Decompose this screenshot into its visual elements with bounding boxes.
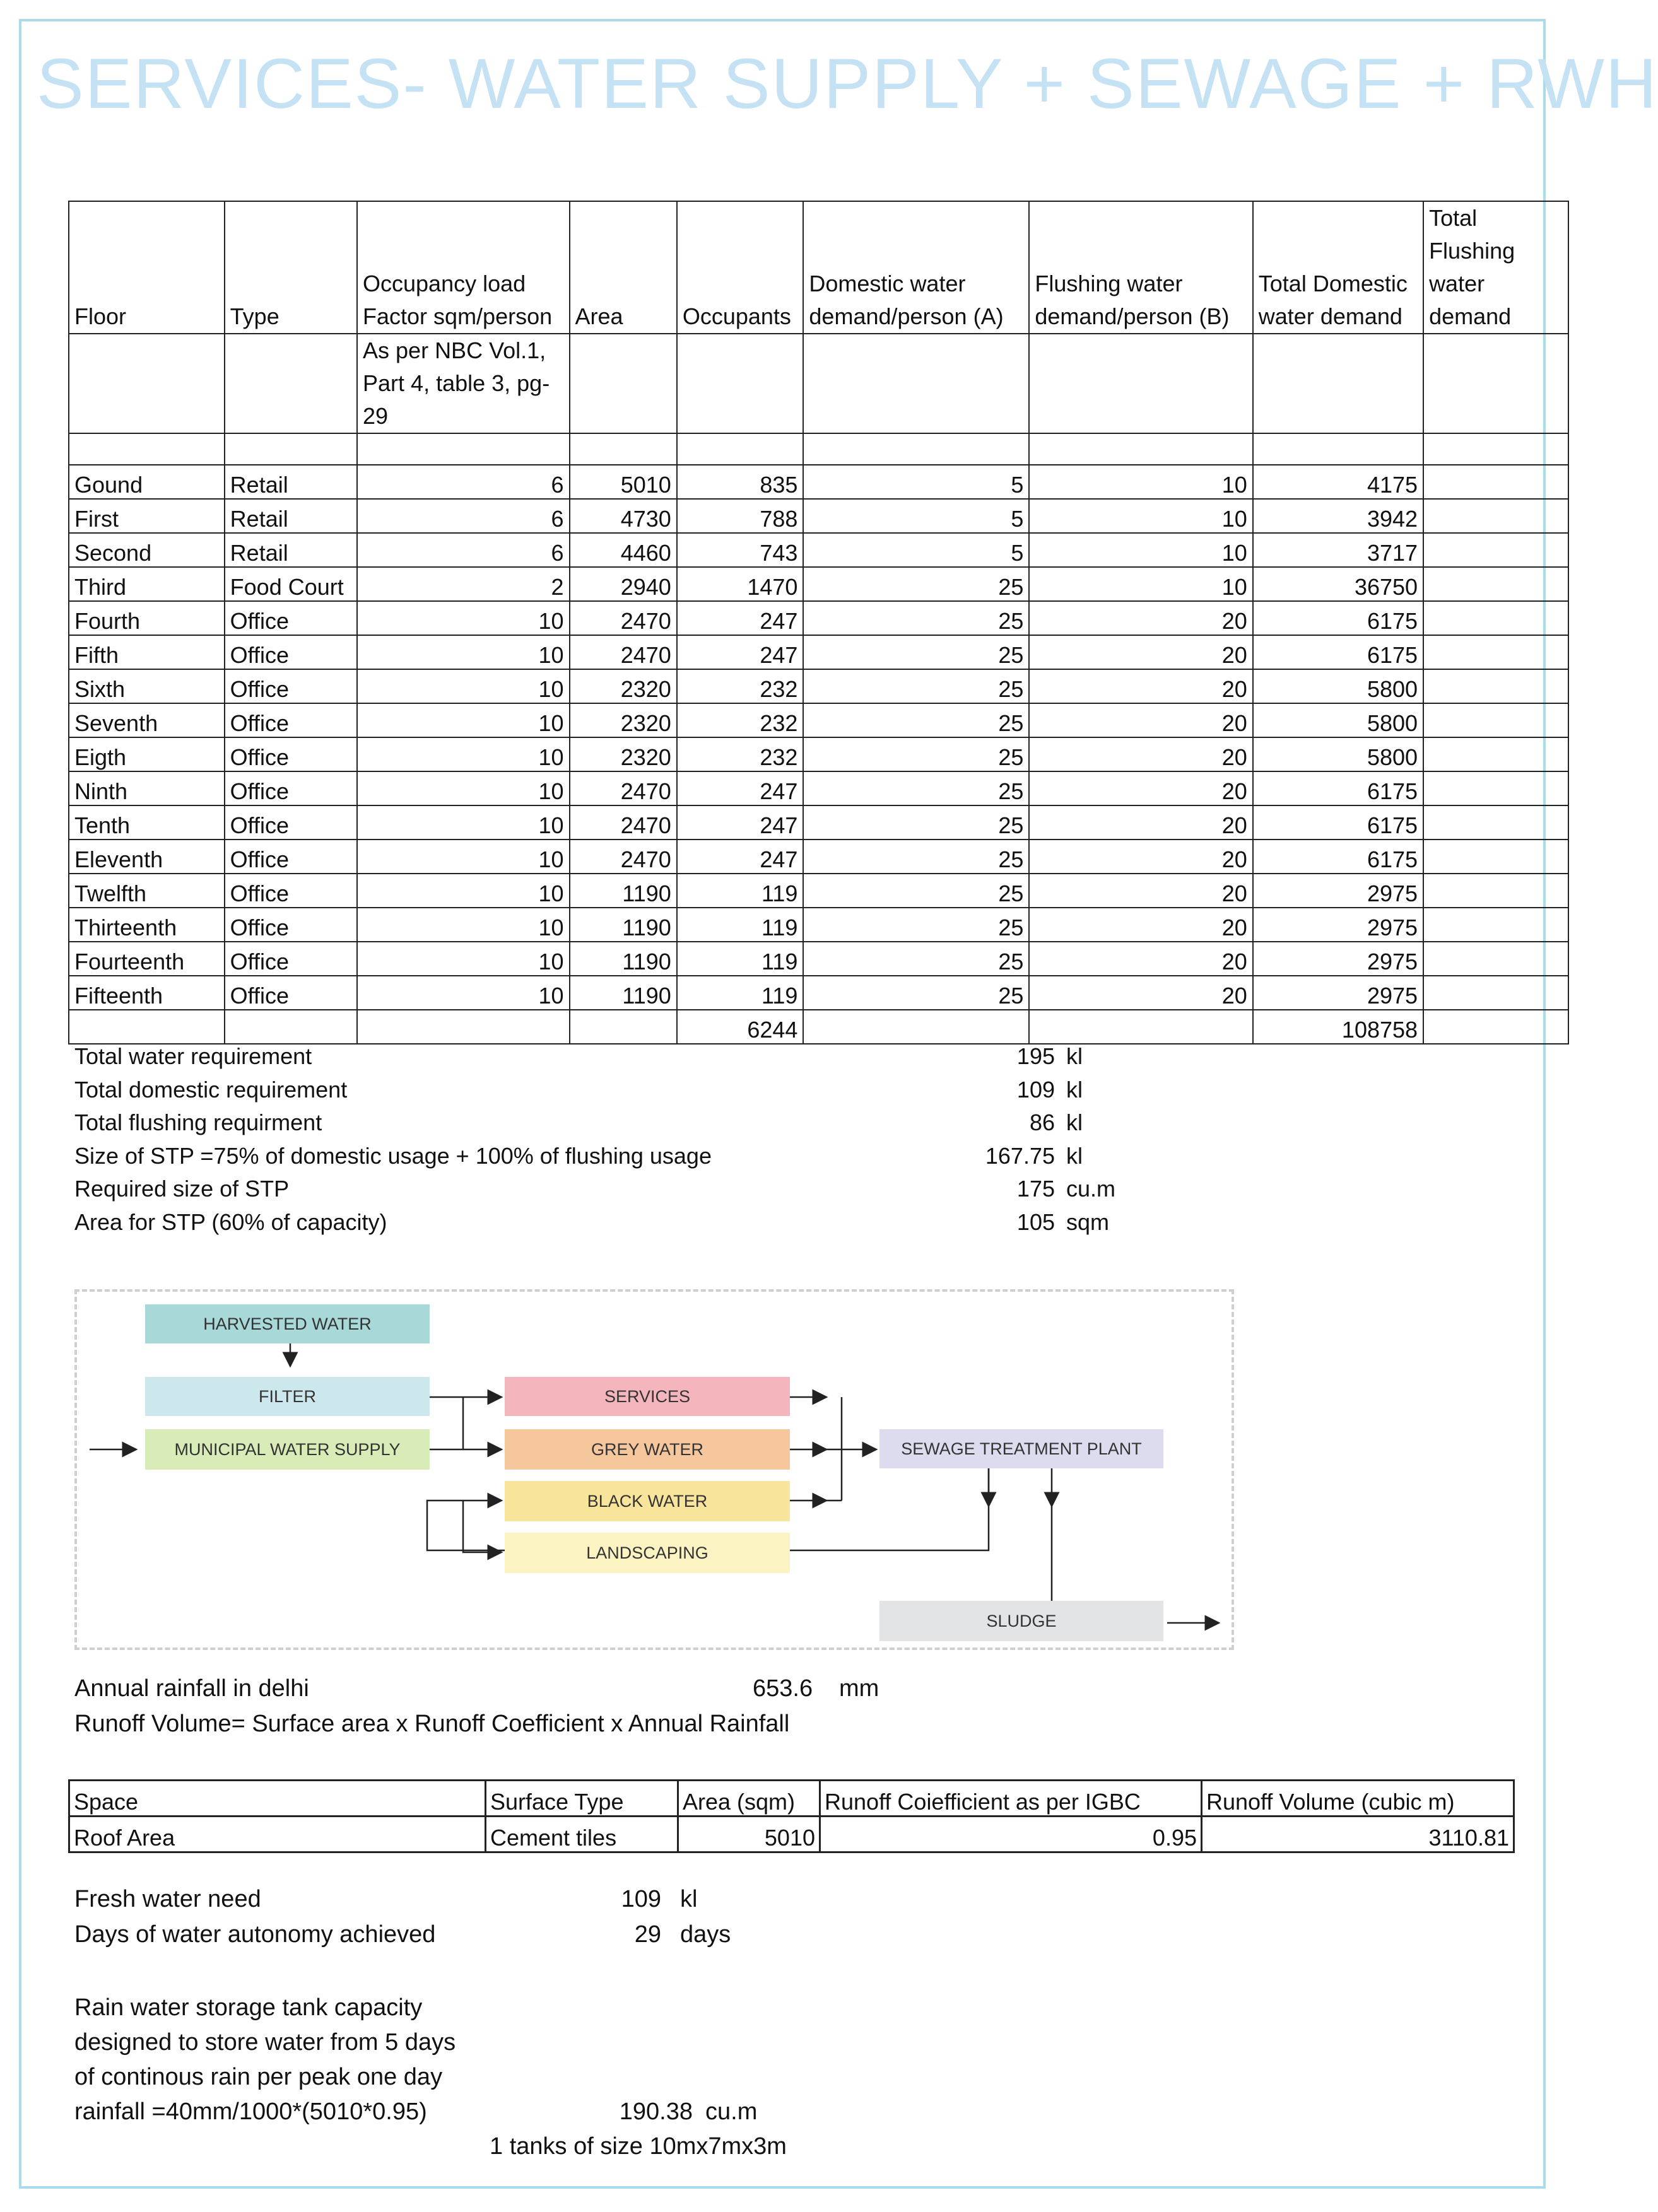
cell-domestic-per-person: 25 bbox=[803, 669, 1029, 703]
cell-occupants: 247 bbox=[677, 635, 804, 669]
cell-total-domestic: 6175 bbox=[1253, 771, 1423, 805]
header-floor: Floor bbox=[69, 201, 225, 334]
runoff-data-row bbox=[69, 1817, 1514, 1852]
runoff-surface: Cement tiles bbox=[486, 1817, 678, 1852]
table-row bbox=[69, 567, 1568, 601]
cell-total-flushing bbox=[1423, 601, 1568, 635]
cell-occupancy-factor: 10 bbox=[357, 703, 570, 737]
runoff-formula: Runoff Volume= Surface area x Runoff Coefficient x Annual Rainfall bbox=[74, 1711, 790, 1737]
cell-area: 1190 bbox=[570, 942, 677, 976]
summary-value: 175 bbox=[1016, 1176, 1055, 1202]
cell-total-domestic: 2975 bbox=[1253, 908, 1423, 942]
water-demand-table-viewport bbox=[68, 201, 1569, 1043]
header-occupancy-load: Occupancy load Factor sqm/person bbox=[357, 201, 570, 334]
cell-floor: Gound bbox=[69, 465, 225, 499]
table-row bbox=[69, 499, 1568, 533]
runoff-header-space: Space bbox=[69, 1781, 486, 1817]
cell-area: 2320 bbox=[570, 669, 677, 703]
cell-total-domestic: 36750 bbox=[1253, 567, 1423, 601]
cell-domestic-per-person: 5 bbox=[803, 465, 1029, 499]
fresh-unit: days bbox=[680, 1921, 731, 1948]
summary-label: Total domestic requirement bbox=[74, 1076, 348, 1103]
total-domestic-demand: 108758 bbox=[1253, 1010, 1423, 1044]
sludge-box: SLUDGE bbox=[879, 1601, 1163, 1641]
storage-value: 190.38 bbox=[619, 2098, 693, 2125]
cell-type: Office bbox=[225, 908, 357, 942]
cell-type: Office bbox=[225, 874, 357, 908]
cell-occupants: 119 bbox=[677, 908, 804, 942]
cell-total-domestic: 6175 bbox=[1253, 635, 1423, 669]
table-header-row bbox=[69, 201, 1568, 334]
cell-floor: Eleventh bbox=[69, 840, 225, 874]
cell-occupancy-factor: 6 bbox=[357, 465, 570, 499]
cell-floor: Tenth bbox=[69, 805, 225, 840]
cell-total-flushing bbox=[1423, 805, 1568, 840]
cell-type: Office bbox=[225, 737, 357, 771]
runoff-header-row bbox=[69, 1781, 1514, 1817]
cell-domestic-per-person: 5 bbox=[803, 533, 1029, 567]
header-total-flushing: Total Flushing water demand bbox=[1423, 201, 1568, 334]
cell-type: Office bbox=[225, 805, 357, 840]
cell-area: 4460 bbox=[570, 533, 677, 567]
cell-floor: Seventh bbox=[69, 703, 225, 737]
cell-area: 1190 bbox=[570, 908, 677, 942]
summary-label: Area for STP (60% of capacity) bbox=[74, 1208, 387, 1235]
header-flushing-demand: Flushing water demand/person (B) bbox=[1029, 201, 1252, 334]
cell-total-flushing bbox=[1423, 669, 1568, 703]
cell-occupants: 743 bbox=[677, 533, 804, 567]
cell-occupants: 835 bbox=[677, 465, 804, 499]
cell-flushing-per-person: 20 bbox=[1029, 601, 1252, 635]
cell-occupants: 119 bbox=[677, 976, 804, 1010]
runoff-header-area: Area (sqm) bbox=[678, 1781, 820, 1817]
summary-unit: kl bbox=[1066, 1142, 1083, 1169]
cell-total-domestic: 6175 bbox=[1253, 805, 1423, 840]
total-occupants: 6244 bbox=[677, 1010, 804, 1044]
header-type: Type bbox=[225, 201, 357, 334]
landscaping-box: LANDSCAPING bbox=[505, 1533, 790, 1573]
cell-domestic-per-person: 25 bbox=[803, 805, 1029, 840]
cell-domestic-per-person: 25 bbox=[803, 635, 1029, 669]
rainfall-section bbox=[74, 1675, 879, 1746]
cell-total-domestic: 3717 bbox=[1253, 533, 1423, 567]
storage-tank-section bbox=[74, 1991, 787, 2164]
cell-area: 2470 bbox=[570, 771, 677, 805]
table-row bbox=[69, 840, 1568, 874]
cell-total-flushing bbox=[1423, 874, 1568, 908]
cell-total-domestic: 3942 bbox=[1253, 499, 1423, 533]
cell-type: Office bbox=[225, 703, 357, 737]
cell-occupancy-factor: 10 bbox=[357, 908, 570, 942]
cell-occupancy-factor: 6 bbox=[357, 499, 570, 533]
cell-occupants: 1470 bbox=[677, 567, 804, 601]
summary-label: Size of STP =75% of domestic usage + 100% of flushing usage bbox=[74, 1142, 712, 1169]
flow-connectors bbox=[77, 1292, 1237, 1653]
filter-box: FILTER bbox=[145, 1377, 430, 1416]
cell-flushing-per-person: 20 bbox=[1029, 805, 1252, 840]
cell-occupants: 247 bbox=[677, 771, 804, 805]
cell-total-flushing bbox=[1423, 908, 1568, 942]
cell-area: 2470 bbox=[570, 635, 677, 669]
nbc-reference-note: As per NBC Vol.1, Part 4, table 3, pg-29 bbox=[357, 334, 570, 433]
cell-occupancy-factor: 10 bbox=[357, 669, 570, 703]
cell-occupants: 247 bbox=[677, 840, 804, 874]
cell-occupancy-factor: 10 bbox=[357, 874, 570, 908]
cell-occupants: 232 bbox=[677, 669, 804, 703]
cell-total-flushing bbox=[1423, 635, 1568, 669]
cell-area: 2320 bbox=[570, 737, 677, 771]
runoff-header-coefficient: Runoff Coiefficient as per IGBC bbox=[820, 1781, 1202, 1817]
cell-floor: Fifteenth bbox=[69, 976, 225, 1010]
cell-type: Retail bbox=[225, 533, 357, 567]
summary-value: 86 bbox=[1029, 1109, 1055, 1135]
tank-size: 1 tanks of size 10mx7mx3m bbox=[490, 2133, 787, 2160]
cell-flushing-per-person: 10 bbox=[1029, 533, 1252, 567]
cell-total-domestic: 2975 bbox=[1253, 976, 1423, 1010]
cell-type: Office bbox=[225, 840, 357, 874]
cell-total-domestic: 2975 bbox=[1253, 874, 1423, 908]
cell-total-domestic: 5800 bbox=[1253, 703, 1423, 737]
cell-domestic-per-person: 25 bbox=[803, 874, 1029, 908]
runoff-header-volume: Runoff Volume (cubic m) bbox=[1202, 1781, 1514, 1817]
header-total-domestic: Total Domestic water demand bbox=[1253, 201, 1423, 334]
storage-line: Rain water storage tank capacity bbox=[74, 1994, 423, 2021]
cell-total-domestic: 6175 bbox=[1253, 840, 1423, 874]
summary-unit: kl bbox=[1066, 1076, 1083, 1103]
cell-total-domestic: 6175 bbox=[1253, 601, 1423, 635]
cell-domestic-per-person: 25 bbox=[803, 942, 1029, 976]
summary-label: Total water requirement bbox=[74, 1043, 312, 1069]
cell-total-flushing bbox=[1423, 737, 1568, 771]
table-row bbox=[69, 908, 1568, 942]
cell-domestic-per-person: 5 bbox=[803, 499, 1029, 533]
cell-total-flushing bbox=[1423, 533, 1568, 567]
table-row bbox=[69, 669, 1568, 703]
table-row bbox=[69, 771, 1568, 805]
cell-occupancy-factor: 10 bbox=[357, 942, 570, 976]
storage-unit: cu.m bbox=[705, 2098, 758, 2125]
cell-domestic-per-person: 25 bbox=[803, 567, 1029, 601]
summary-unit: cu.m bbox=[1066, 1176, 1116, 1202]
cell-flushing-per-person: 20 bbox=[1029, 669, 1252, 703]
cell-flushing-per-person: 20 bbox=[1029, 771, 1252, 805]
cell-occupancy-factor: 10 bbox=[357, 737, 570, 771]
table-row bbox=[69, 942, 1568, 976]
table-note-row bbox=[69, 334, 1568, 433]
cell-occupants: 232 bbox=[677, 737, 804, 771]
grey-water-box: GREY WATER bbox=[505, 1429, 790, 1470]
summary-value: 109 bbox=[1016, 1076, 1055, 1103]
table-row bbox=[69, 874, 1568, 908]
cell-occupancy-factor: 10 bbox=[357, 635, 570, 669]
summary-unit: kl bbox=[1066, 1043, 1083, 1069]
cell-domestic-per-person: 25 bbox=[803, 771, 1029, 805]
cell-floor: Second bbox=[69, 533, 225, 567]
cell-floor: Sixth bbox=[69, 669, 225, 703]
cell-flushing-per-person: 10 bbox=[1029, 465, 1252, 499]
table-row bbox=[69, 976, 1568, 1010]
cell-type: Retail bbox=[225, 499, 357, 533]
cell-flushing-per-person: 20 bbox=[1029, 942, 1252, 976]
cell-type: Office bbox=[225, 771, 357, 805]
cell-occupancy-factor: 2 bbox=[357, 567, 570, 601]
water-demand-table bbox=[68, 201, 1569, 1045]
sewage-treatment-plant-box: SEWAGE TREATMENT PLANT bbox=[879, 1429, 1163, 1468]
cell-occupants: 119 bbox=[677, 942, 804, 976]
cell-total-domestic: 5800 bbox=[1253, 669, 1423, 703]
cell-domestic-per-person: 25 bbox=[803, 840, 1029, 874]
table-blank-row bbox=[69, 433, 1568, 465]
rainfall-value: 653.6 bbox=[753, 1675, 813, 1702]
runoff-header-surface: Surface Type bbox=[486, 1781, 678, 1817]
table-row bbox=[69, 703, 1568, 737]
header-area: Area bbox=[570, 201, 677, 334]
cell-flushing-per-person: 10 bbox=[1029, 499, 1252, 533]
cell-area: 2470 bbox=[570, 601, 677, 635]
cell-area: 2470 bbox=[570, 840, 677, 874]
cell-occupants: 232 bbox=[677, 703, 804, 737]
cell-area: 2320 bbox=[570, 703, 677, 737]
cell-total-flushing bbox=[1423, 771, 1568, 805]
fresh-label: Fresh water need bbox=[74, 1886, 261, 1912]
summary-label: Required size of STP bbox=[74, 1176, 290, 1202]
runoff-space: Roof Area bbox=[69, 1817, 486, 1852]
storage-capacity-row bbox=[74, 2095, 787, 2129]
cell-flushing-per-person: 20 bbox=[1029, 703, 1252, 737]
cell-flushing-per-person: 20 bbox=[1029, 976, 1252, 1010]
runoff-table bbox=[68, 1779, 1515, 1853]
cell-total-flushing bbox=[1423, 499, 1568, 533]
cell-type: Office bbox=[225, 976, 357, 1010]
cell-occupancy-factor: 6 bbox=[357, 533, 570, 567]
cell-area: 5010 bbox=[570, 465, 677, 499]
cell-type: Office bbox=[225, 942, 357, 976]
fresh-row bbox=[74, 1921, 731, 1957]
cell-total-domestic: 4175 bbox=[1253, 465, 1423, 499]
cell-flushing-per-person: 20 bbox=[1029, 635, 1252, 669]
storage-line: rainfall =40mm/1000*(5010*0.95) bbox=[74, 2098, 427, 2125]
cell-occupancy-factor: 10 bbox=[357, 771, 570, 805]
runoff-area: 5010 bbox=[678, 1817, 820, 1852]
cell-floor: First bbox=[69, 499, 225, 533]
summary-value: 105 bbox=[1016, 1208, 1055, 1235]
cell-flushing-per-person: 20 bbox=[1029, 908, 1252, 942]
summary-value: 167.75 bbox=[985, 1142, 1055, 1169]
cell-total-flushing bbox=[1423, 942, 1568, 976]
services-box: SERVICES bbox=[505, 1377, 790, 1416]
cell-occupants: 788 bbox=[677, 499, 804, 533]
summary-label: Total flushing requirment bbox=[74, 1109, 322, 1135]
table-row bbox=[69, 737, 1568, 771]
cell-floor: Fourteenth bbox=[69, 942, 225, 976]
cell-type: Office bbox=[225, 669, 357, 703]
cell-area: 2940 bbox=[570, 567, 677, 601]
cell-area: 2470 bbox=[570, 805, 677, 840]
table-total-row bbox=[69, 1010, 1568, 1044]
cell-area: 4730 bbox=[570, 499, 677, 533]
cell-domestic-per-person: 25 bbox=[803, 601, 1029, 635]
cell-floor: Thirteenth bbox=[69, 908, 225, 942]
cell-type: Office bbox=[225, 635, 357, 669]
cell-flushing-per-person: 10 bbox=[1029, 567, 1252, 601]
fresh-label: Days of water autonomy achieved bbox=[74, 1921, 436, 1948]
cell-total-flushing bbox=[1423, 703, 1568, 737]
page-title: SERVICES- WATER SUPPLY + SEWAGE + RWH bbox=[37, 44, 1658, 123]
table-row bbox=[69, 805, 1568, 840]
cell-occupants: 119 bbox=[677, 874, 804, 908]
cell-floor: Twelfth bbox=[69, 874, 225, 908]
cell-floor: Third bbox=[69, 567, 225, 601]
cell-occupants: 247 bbox=[677, 805, 804, 840]
cell-occupants: 247 bbox=[677, 601, 804, 635]
arrow-to-landscaping bbox=[463, 1501, 502, 1552]
cell-floor: Ninth bbox=[69, 771, 225, 805]
cell-flushing-per-person: 20 bbox=[1029, 874, 1252, 908]
cell-floor: Fourth bbox=[69, 601, 225, 635]
table-row bbox=[69, 465, 1568, 499]
black-water-box: BLACK WATER bbox=[505, 1481, 790, 1521]
cell-domestic-per-person: 25 bbox=[803, 703, 1029, 737]
cell-total-flushing bbox=[1423, 840, 1568, 874]
cell-total-domestic: 2975 bbox=[1253, 942, 1423, 976]
rainfall-label: Annual rainfall in delhi bbox=[74, 1675, 309, 1702]
header-occupants: Occupants bbox=[677, 201, 804, 334]
storage-line: designed to store water from 5 days bbox=[74, 2029, 456, 2056]
cell-total-flushing bbox=[1423, 465, 1568, 499]
cell-total-domestic: 5800 bbox=[1253, 737, 1423, 771]
cell-occupancy-factor: 10 bbox=[357, 805, 570, 840]
cell-total-flushing bbox=[1423, 567, 1568, 601]
fresh-unit: kl bbox=[680, 1886, 698, 1912]
cell-type: Office bbox=[225, 601, 357, 635]
table-row bbox=[69, 601, 1568, 635]
table-row bbox=[69, 635, 1568, 669]
cell-floor: Fifth bbox=[69, 635, 225, 669]
cell-type: Retail bbox=[225, 465, 357, 499]
cell-occupancy-factor: 10 bbox=[357, 601, 570, 635]
table-row bbox=[69, 533, 1568, 567]
municipal-water-supply-box: MUNICIPAL WATER SUPPLY bbox=[145, 1429, 430, 1470]
summary-unit: kl bbox=[1066, 1109, 1083, 1135]
fresh-value: 29 bbox=[634, 1921, 661, 1948]
cell-flushing-per-person: 20 bbox=[1029, 737, 1252, 771]
cell-occupancy-factor: 10 bbox=[357, 840, 570, 874]
cell-domestic-per-person: 25 bbox=[803, 908, 1029, 942]
cell-occupancy-factor: 10 bbox=[357, 976, 570, 1010]
cell-area: 1190 bbox=[570, 976, 677, 1010]
cell-domestic-per-person: 25 bbox=[803, 737, 1029, 771]
cell-type: Food Court bbox=[225, 567, 357, 601]
fresh-value: 109 bbox=[621, 1886, 661, 1912]
cell-flushing-per-person: 20 bbox=[1029, 840, 1252, 874]
summary-value: 195 bbox=[1016, 1043, 1055, 1069]
fresh-row bbox=[74, 1886, 698, 1921]
cell-total-flushing bbox=[1423, 976, 1568, 1010]
runoff-coefficient: 0.95 bbox=[820, 1817, 1202, 1852]
storage-line: of continous rain per peak one day bbox=[74, 2064, 443, 2090]
cell-floor: Eigth bbox=[69, 737, 225, 771]
header-domestic-demand: Domestic water demand/person (A) bbox=[803, 201, 1029, 334]
cell-area: 1190 bbox=[570, 874, 677, 908]
harvested-water-box: HARVESTED WATER bbox=[145, 1304, 430, 1343]
water-flow-diagram bbox=[74, 1289, 1234, 1650]
rainfall-row bbox=[74, 1675, 879, 1711]
runoff-volume: 3110.81 bbox=[1202, 1817, 1514, 1852]
summary-unit: sqm bbox=[1066, 1208, 1110, 1235]
rainfall-unit: mm bbox=[839, 1675, 879, 1702]
fresh-water-section bbox=[74, 1886, 731, 1957]
cell-domestic-per-person: 25 bbox=[803, 976, 1029, 1010]
